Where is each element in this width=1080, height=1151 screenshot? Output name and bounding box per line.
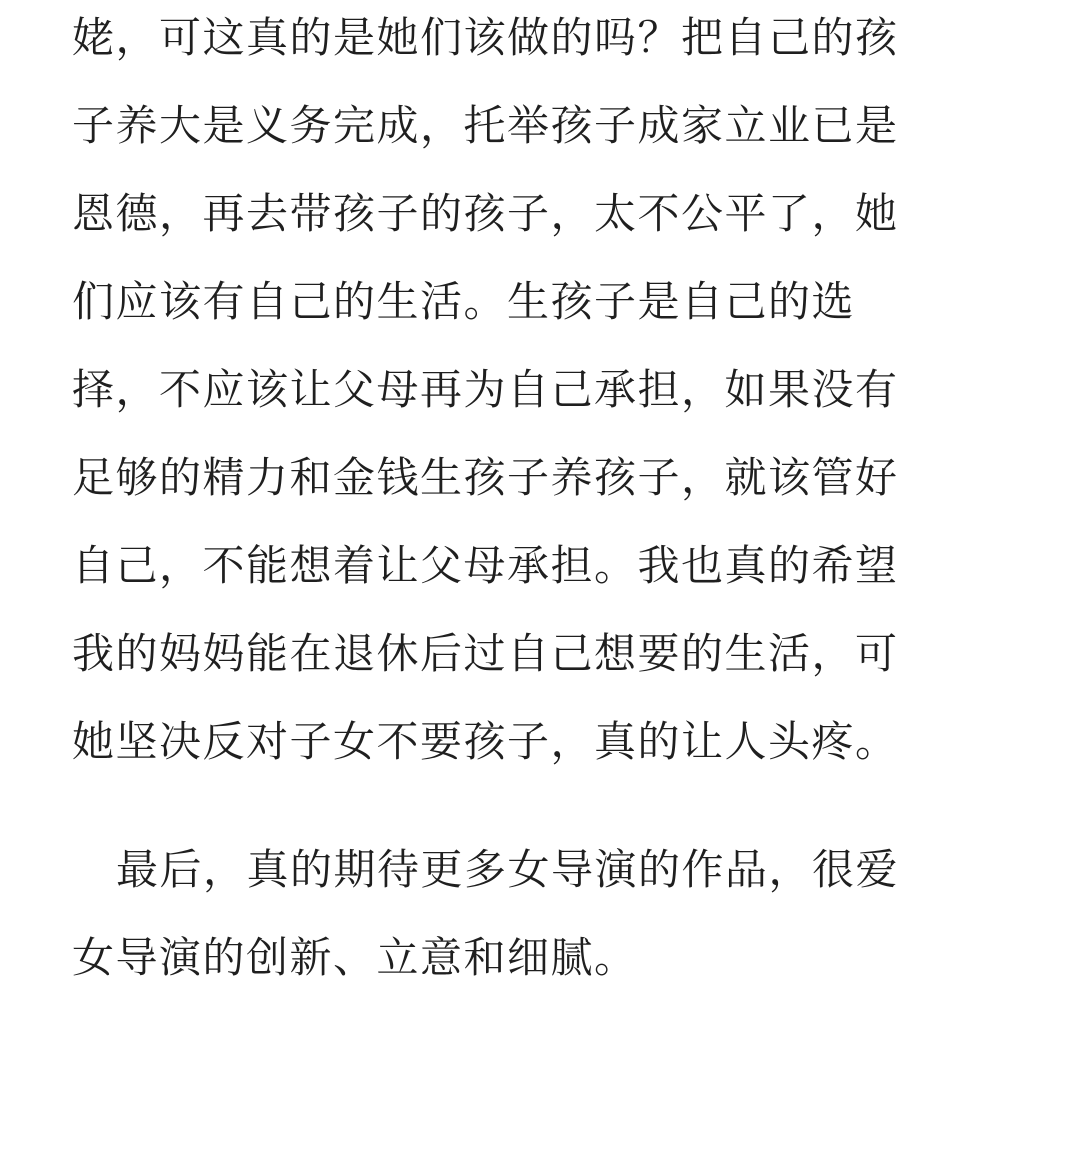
text-line: 恩德，再去带孩子的孩子，太不公平了，她 <box>72 189 899 238</box>
paragraph-2 <box>72 826 1012 1002</box>
text-line: 子养大是义务完成，托举孩子成家立业已是 <box>72 101 899 150</box>
paragraph-1 <box>72 0 1012 786</box>
text-line: 足够的精力和金钱生孩子养孩子，就该管好 <box>72 453 899 502</box>
text-line: 们应该有自己的生活。生孩子是自己的选 <box>72 277 856 326</box>
text-line: 择，不应该让父母再为自己承担，如果没有 <box>72 365 899 414</box>
text-line: 她坚决反对子女不要孩子，真的让人头疼。 <box>72 717 899 766</box>
text-line: 我的妈妈能在退休后过自己想要的生活，可 <box>72 629 899 678</box>
text-line: 最后，真的期待更多女导演的作品，很爱 <box>116 845 900 894</box>
text-line: 女导演的创新、立意和细腻。 <box>72 933 638 982</box>
text-line: 自己，不能想着让父母承担。我也真的希望 <box>72 541 899 590</box>
text-line: 姥，可这真的是她们该做的吗？把自己的孩 <box>72 13 899 62</box>
